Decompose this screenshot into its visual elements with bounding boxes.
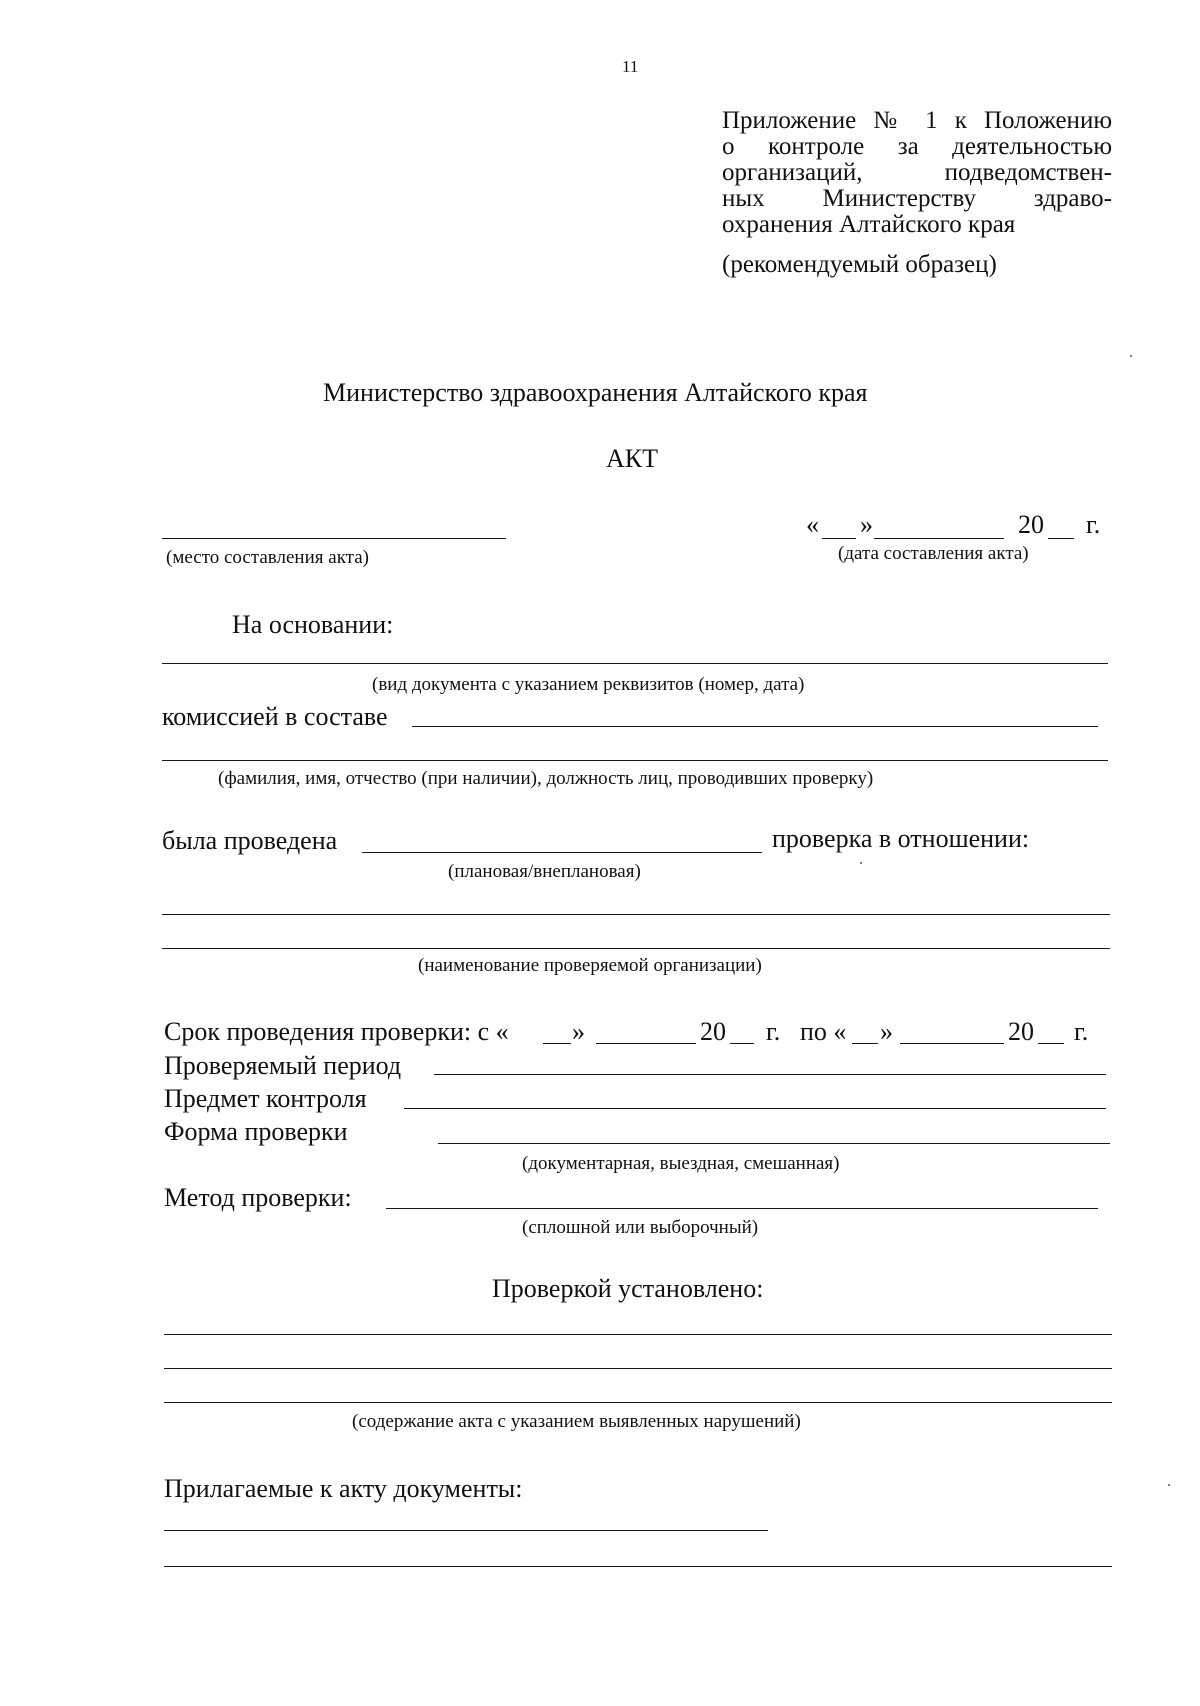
period-start-year-line[interactable]: [730, 1043, 754, 1044]
period-end-year-line[interactable]: [1038, 1043, 1064, 1044]
organization-caption: (наименование проверяемой организации): [418, 955, 762, 976]
period-start-month-line[interactable]: [596, 1043, 696, 1044]
planned-caption: (плановая/внеплановая): [448, 861, 641, 882]
date-year-line[interactable]: [1048, 538, 1074, 539]
established-line-2[interactable]: [164, 1368, 1112, 1369]
date-year-suffix: г.: [1086, 510, 1101, 539]
attachments-line-1[interactable]: [164, 1530, 768, 1531]
inspection-relation: проверка в отношении:: [772, 824, 1030, 853]
form-caption: (документарная, выездная, смешанная): [522, 1153, 840, 1174]
subject-line[interactable]: [404, 1108, 1106, 1109]
method-caption: (сплошной или выборочный): [522, 1217, 759, 1238]
period-end-year-suffix: г.: [1074, 1017, 1089, 1046]
period-start-close-quote: »: [572, 1017, 585, 1046]
attachments-line-2[interactable]: [164, 1566, 1112, 1567]
date-month-line[interactable]: [874, 538, 1004, 539]
organization-line-2[interactable]: [162, 948, 1110, 949]
period-label: Срок проведения проверки: с «: [164, 1017, 509, 1046]
form-label: Форма проверки: [164, 1117, 348, 1146]
subject-label: Предмет контроля: [164, 1084, 367, 1113]
period-to-label: по «: [800, 1017, 847, 1046]
commission-field-line-2[interactable]: [162, 760, 1108, 761]
commission-field-line[interactable]: [412, 726, 1098, 727]
content-caption: (содержание акта с указанием выявленных нарушений): [352, 1411, 801, 1432]
appendix-line: организаций, подведомствен-: [722, 159, 1112, 186]
place-field-line[interactable]: [162, 538, 506, 539]
date-day-line[interactable]: [822, 538, 856, 539]
established-line-3[interactable]: [164, 1402, 1112, 1403]
checked-period-label: Проверяемый период: [164, 1051, 402, 1080]
scan-speck: [1130, 355, 1132, 357]
method-line[interactable]: [386, 1208, 1098, 1209]
period-end-close-quote: »: [880, 1017, 893, 1046]
commission-label: комиссией в составе: [162, 702, 388, 731]
inspection-type-line[interactable]: [362, 852, 762, 853]
appendix-line: Приложение № 1 к Положению: [722, 107, 1112, 134]
date-caption: (дата составления акта): [838, 543, 1029, 564]
checked-period-line[interactable]: [434, 1074, 1106, 1075]
scan-speck: [1168, 1484, 1170, 1486]
period-start-year-suffix: г.: [766, 1017, 781, 1046]
document-title: АКТ: [606, 444, 658, 473]
scan-speck: [860, 862, 862, 864]
period-end-year-prefix: 20: [1008, 1017, 1034, 1046]
date-open-quote: «: [806, 510, 819, 539]
organization-line-1[interactable]: [162, 914, 1110, 915]
appendix-note: [722, 108, 1112, 238]
commission-caption: (фамилия, имя, отчество (при наличии), должность лиц, проводивших проверку): [218, 768, 874, 789]
appendix-line: о контроле за деятельностью: [722, 133, 1112, 160]
conducted-label: была проведена: [162, 826, 338, 855]
sample-note: (рекомендуемый образец): [722, 251, 997, 278]
period-end-day-line[interactable]: [852, 1043, 878, 1044]
period-start-day-line[interactable]: [543, 1043, 571, 1044]
appendix-line: охранения Алтайского края: [722, 211, 1016, 238]
established-line-1[interactable]: [164, 1334, 1112, 1335]
basis-caption: (вид документа с указанием реквизитов (номер, дата): [372, 674, 805, 695]
page-number: 11: [622, 57, 639, 76]
period-end-month-line[interactable]: [900, 1043, 1004, 1044]
basis-label: На основании:: [232, 610, 394, 639]
date-year-prefix: 20: [1018, 510, 1044, 539]
place-caption: (место составления акта): [166, 547, 369, 568]
method-label: Метод проверки:: [164, 1183, 352, 1212]
basis-field-line[interactable]: [162, 663, 1108, 664]
established-heading: Проверкой установлено:: [492, 1274, 764, 1303]
form-line[interactable]: [438, 1143, 1110, 1144]
appendix-line: ных Министерству здраво-: [722, 185, 1112, 212]
period-start-year-prefix: 20: [700, 1017, 726, 1046]
date-close-quote: »: [860, 510, 873, 539]
attachments-label: Прилагаемые к акту документы:: [164, 1474, 523, 1503]
ministry-name: Министерство здравоохранения Алтайского края: [323, 378, 868, 407]
